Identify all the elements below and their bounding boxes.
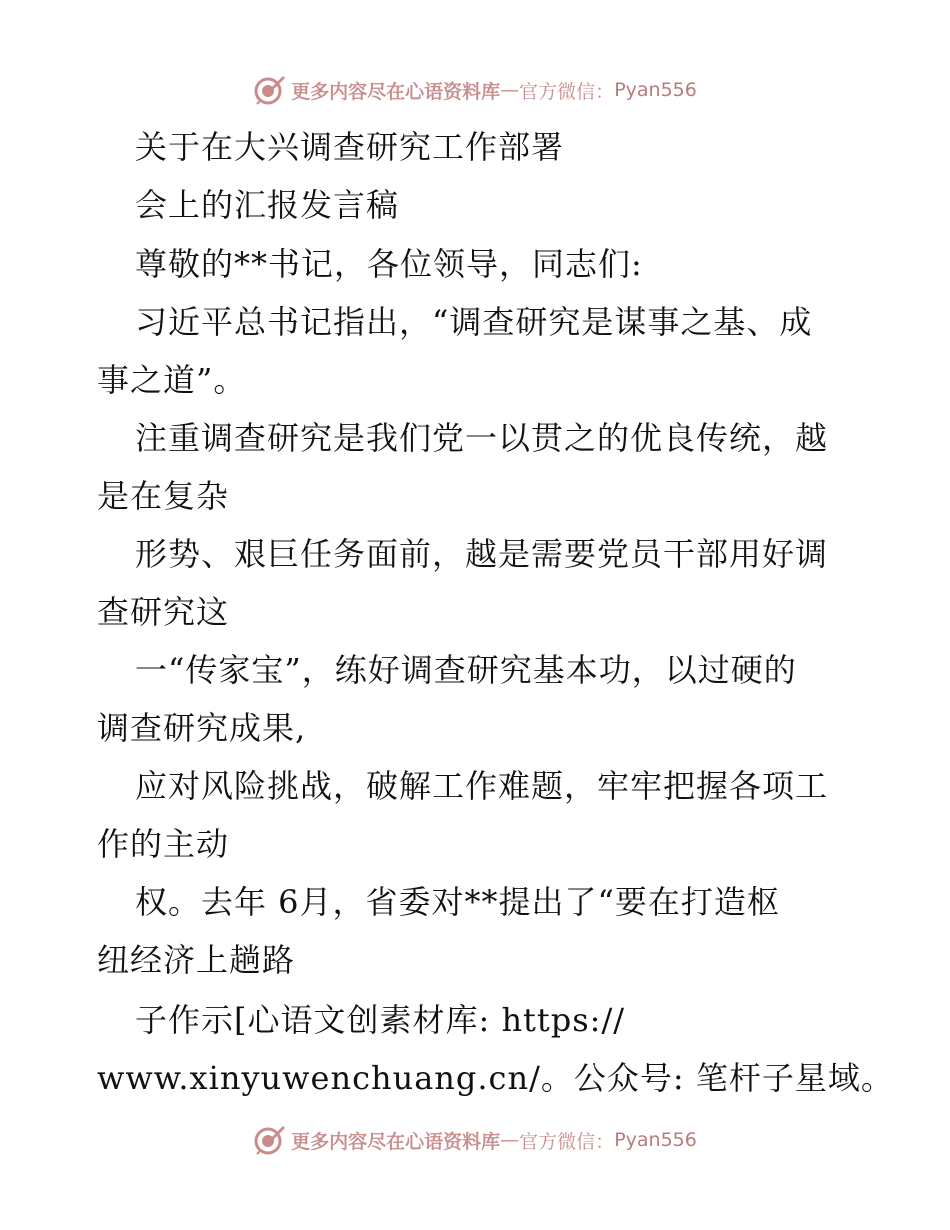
watermark-separator: —: [500, 79, 520, 101]
watermark-banner-bottom: [0, 1120, 950, 1160]
doc-paragraph-line: www.xinyuwenchuang.cn/。公众号: 笔杆子星域。: [97, 1059, 894, 1097]
watermark-channel-text: 官方微信：: [519, 1130, 615, 1153]
doc-paragraph-line: 事之道”。: [97, 361, 247, 399]
doc-title-line-2: 会上的汇报发言稿: [135, 186, 400, 224]
watermark-site-text: 更多内容尽在心语资料库: [291, 80, 501, 103]
watermark-site-text: 更多内容尽在心语资料库: [291, 1130, 501, 1153]
doc-paragraph-line: 权。去年 6月，省委对**提出了“要在打造枢: [135, 883, 780, 921]
doc-paragraph-line: 子作示[心语文创素材库: https://: [135, 1001, 626, 1039]
watermark-channel-text: 官方微信：: [519, 80, 615, 103]
doc-paragraph-line: 一“传家宝”，练好调查研究基本功，以过硬的: [135, 651, 797, 689]
doc-paragraph-line: 纽经济上趟路: [97, 941, 296, 979]
watermark-separator: —: [500, 1129, 520, 1151]
pen-nib-logo-icon: [253, 1123, 287, 1157]
watermark-banner-top: [0, 70, 950, 110]
doc-paragraph-line: 应对风险挑战，破解工作难题，牢牢把握各项工: [135, 767, 829, 805]
watermark-account-text: Pyan556: [614, 79, 697, 101]
doc-title-line-1: 关于在大兴调查研究工作部署: [135, 128, 565, 166]
doc-paragraph-line: 作的主动: [97, 825, 230, 863]
doc-paragraph-line: 注重调查研究是我们党一以贯之的优良传统，越: [135, 419, 829, 457]
doc-paragraph-line: 形势、艰巨任务面前，越是需要党员干部用好调: [135, 535, 829, 573]
doc-paragraph-line: 习近平总书记指出，“调查研究是谋事之基、成: [135, 303, 813, 341]
watermark-account-text: Pyan556: [614, 1129, 697, 1151]
doc-salutation: 尊敬的**书记，各位领导，同志们:: [135, 245, 643, 283]
pen-nib-logo-icon: [253, 73, 287, 107]
doc-paragraph-line: 是在复杂: [97, 477, 230, 515]
doc-paragraph-line: 查研究这: [97, 593, 230, 631]
doc-paragraph-line: 调查研究成果,: [97, 709, 307, 747]
